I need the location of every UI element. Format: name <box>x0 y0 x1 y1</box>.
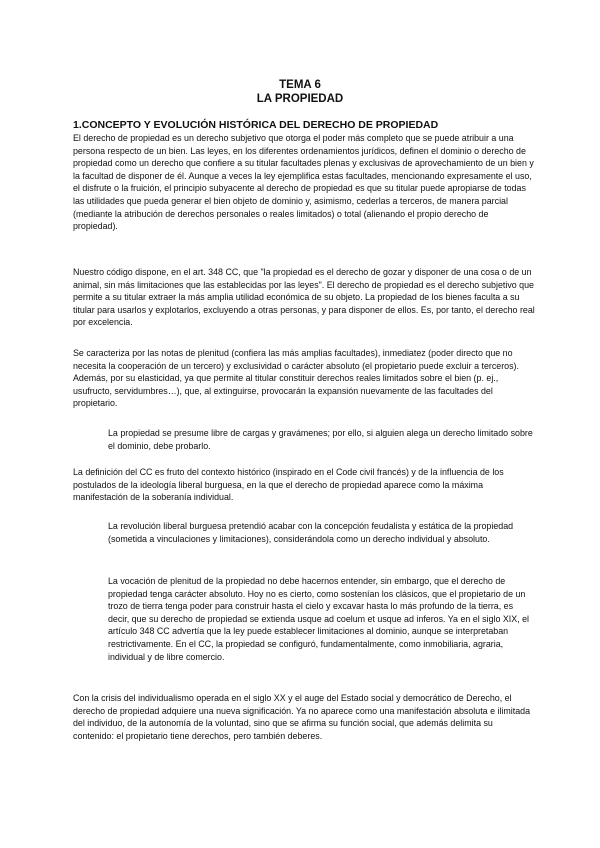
paragraph-social-function: Con la crisis del individualismo operada en el siglo XX y el auge del Estado social y democrático de Derecho, el derecho de propiedad adquiere una nueva significación. Ya no aparece como una manifestación absoluta e ilimitada del individuo, de la autonomía de la voluntad, sino que se afirma su función social, que además delimita su contenido: el propietario tiene derechos, pero también deberes. <box>73 693 531 741</box>
paragraph-characteristics: Se caracteriza por las notas de plenitud (confiera las más amplias facultades), inmediatez (poder directo que no necesita la cooperación de un tercero) y exclusividad o carácter absoluto (el propietario puede excluir a terceros). Además, por su elasticidad, ya que permite al titular constituir derechos reales limitados sobre el bien (p. ej., usufructo, servidumbres…), que, al extinguirse, provocarán la expansión nuevamente de las facultades del propietario. <box>73 348 519 409</box>
paragraph-liberal-revolution: La revolución liberal burguesa pretendió acabar con la concepción feudalista y estática de la propiedad (sometida a vinculaciones y limitaciones), considerándola como un derecho individual y absoluto. <box>108 521 514 544</box>
document-title-subject: LA PROPIEDAD <box>256 93 344 105</box>
document-title-topic: TEMA 6 <box>279 79 321 91</box>
paragraph-plenitude-limits: La vocación de plenitud de la propiedad no debe hacernos entender, sin embargo, que el derecho de propiedad tenga carácter absoluto. Hoy no es cierto, como sostenían los clásicos, que el propietario de un trozo de tierra tenga poder para construir hasta el cielo y excavar hasta lo más profundo de la tierra, es decir, que su derecho de propiedad se extienda usque ad coelum et usque ad inferos. Ya en el siglo XIX, el artículo 348 CC advertía que la ley puede establecer limitaciones al dominio, aunque se interpretaban restrictivamente. En el CC, la propiedad se configuró, fundamentalmente, como inmobiliaria, agraria, individual y de libre comercio. <box>108 576 530 662</box>
paragraph-definition: El derecho de propiedad es un derecho subjetivo que otorga el poder más completo que se puede atribuir a una persona respecto de un bien. Las leyes, en los diferentes ordenamientos jurídicos, definen el dominio o derecho de propiedad como un derecho que confiere a su titular facultades plenas y exclusivas de aprovechamiento de un bien y la facultad de disponer de él. Aunque a veces la ley ejemplifica estas facultades, mencionando expresamente el uso, el disfrute o la fruición, el principio subyacente al derecho de propiedad es que su titular puede apropiarse de todas las utilidades que pueda generar el bien objeto de dominio y, asimismo, cederlas a terceros, de manera parcial (mediante la atribución de derechos personales o reales limitados) o total (alienando el propio derecho de propiedad). <box>73 133 534 232</box>
paragraph-historical-context: La definición del CC es fruto del contexto histórico (inspirado en el Code civil francés) y de la influencia de los postulados de la ideología liberal burguesa, en la que el derecho de propiedad aparece como la máxima manifestación de la soberanía individual. <box>73 467 504 503</box>
section-heading: 1.CONCEPTO Y EVOLUCIÓN HISTÓRICA DEL DERECHO DE PROPIEDAD <box>73 119 439 131</box>
paragraph-article-348: Nuestro código dispone, en el art. 348 CC, que "la propiedad es el derecho de gozar y disponer de una cosa o de un animal, sin más limitaciones que las establecidas por las leyes". El derecho de propiedad es el derecho subjetivo que permite a su titular extraer la más amplia utilidad económica de su objeto. La propiedad de los bienes faculta a su titular para usarlos y explotarlos, excluyendo a otras personas, y para disponer de ellos. Es, por tanto, el derecho real por excelencia. <box>73 267 535 328</box>
paragraph-presumption-free: La propiedad se presume libre de cargas y gravámenes; por ello, si alguien alega un derecho limitado sobre el dominio, debe probarlo. <box>108 428 533 451</box>
